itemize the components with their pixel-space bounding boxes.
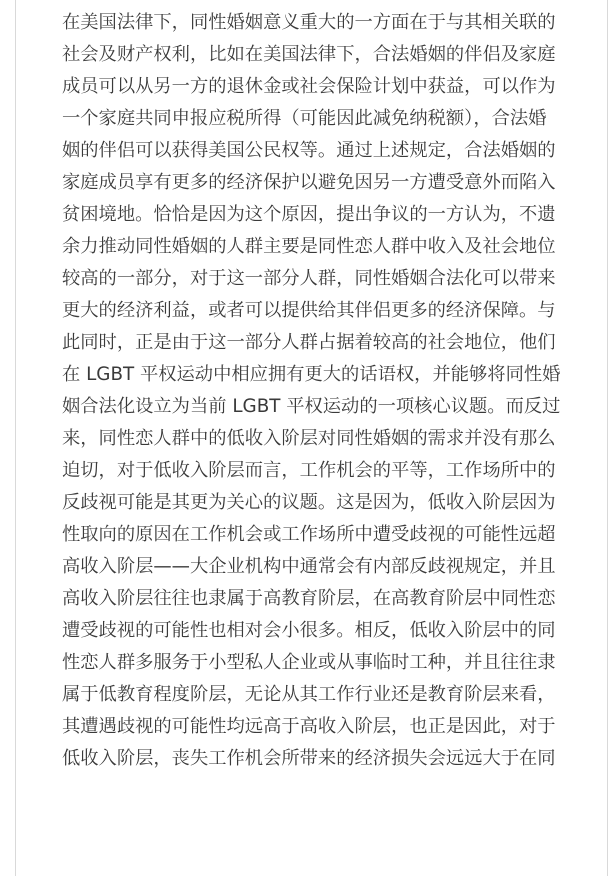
text-line-19: 高收入阶层往往也隶属于高教育阶层，在高教育阶层中同性恋 [62,588,556,609]
text-line-20: 遭受歧视的可能性也相对会小很多。相反，低收入阶层中的同 [62,620,556,641]
text-line-5: 姻的伴侣可以获得美国公民权等。通过上述规定，合法婚姻的 [62,140,556,161]
text-line-22: 属于低教育程度阶层，无论从其工作行业还是教育阶层来看， [62,684,556,705]
text-line-11: 此同时，正是由于这一部分人群占据着较高的社会地位，他们 [62,332,556,353]
text-line-2: 社会及财产权利，比如在美国法律下，合法婚姻的伴侣及家庭 [62,44,556,65]
text-line-23: 其遭遇歧视的可能性均远高于高收入阶层，也正是因此，对于 [62,716,556,737]
text-line-7: 贫困境地。恰恰是因为这个原因，提出争议的一方认为，不遗 [62,204,556,225]
text-line-18: 高收入阶层——大企业机构中通常会有内部反歧视规定，并且 [62,556,556,577]
text-line-10: 更大的经济利益，或者可以提供给其伴侣更多的经济保障。与 [62,300,556,321]
text-line-6: 家庭成员享有更多的经济保护以避免因另一方遭受意外而陷入 [62,172,556,193]
text-line-14: 来，同性恋人群中的低收入阶层对同性婚姻的需求并没有那么 [62,428,556,449]
text-line-8: 余力推动同性婚姻的人群主要是同性恋人群中收入及社会地位 [62,236,556,257]
text-line-9: 较高的一部分，对于这一部分人群，同性婚姻合法化可以带来 [62,268,556,289]
text-line-12: 在 LGBT 平权运动中相应拥有更大的话语权，并能够将同性婚 [62,364,561,385]
text-line-24: 低收入阶层，丧失工作机会所带来的经济损失会远远大于在同 [62,748,556,769]
text-line-4: 一个家庭共同申报应税所得（可能因此减免纳税额），合法婚 [62,108,547,129]
text-line-15: 迫切，对于低收入阶层而言，工作机会的平等，工作场所中的 [62,460,556,481]
article-body [62,0,616,775]
text-line-1: 在美国法律下，同性婚姻意义重大的一方面在于与其相关联的 [62,12,556,33]
text-line-17: 性取向的原因在工作机会或工作场所中遭受歧视的可能性远超 [62,524,556,545]
text-line-3: 成员可以从另一方的退休金或社会保险计划中获益，可以作为 [62,76,556,97]
left-margin-rule [15,0,16,876]
text-line-21: 性恋人群多服务于小型私人企业或从事临时工种，并且往往隶 [62,652,556,673]
text-line-16: 反歧视可能是其更为关心的议题。这是因为，低收入阶层因为 [62,492,556,513]
text-line-13: 姻合法化设立为当前 LGBT 平权运动的一项核心议题。而反过 [62,396,561,417]
